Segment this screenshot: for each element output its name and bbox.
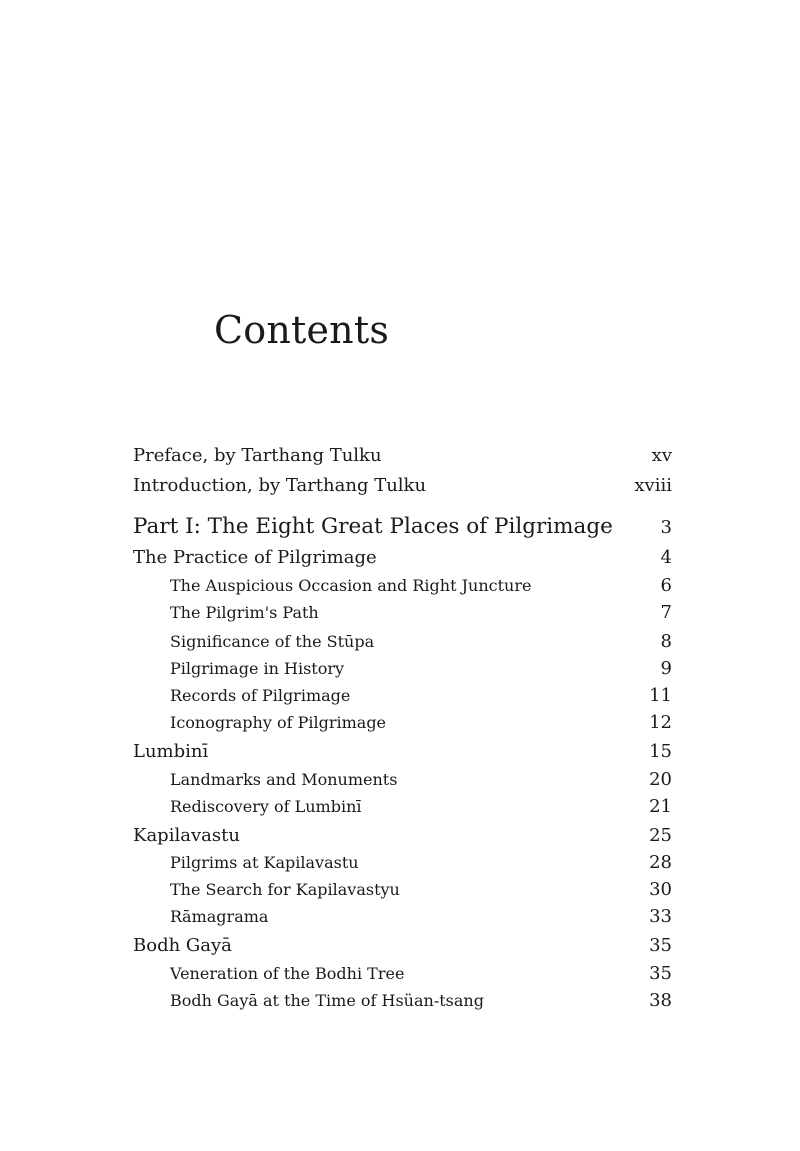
toc-entry-page: 21 xyxy=(649,796,672,817)
toc-entry-title: Part I: The Eight Great Places of Pilgrimage xyxy=(133,514,613,539)
toc-entry-page: 8 xyxy=(660,631,672,652)
toc-entry-title: Records of Pilgrimage xyxy=(170,686,351,705)
toc-entry-page: 7 xyxy=(660,602,672,623)
toc-entry-search-for-kapilavastyu[interactable] xyxy=(133,879,672,900)
toc-entry-page: 3 xyxy=(660,517,672,538)
table-of-contents xyxy=(133,0,672,1151)
toc-entry-auspicious-occasion[interactable] xyxy=(133,575,672,596)
toc-entry-page: 9 xyxy=(660,658,672,679)
toc-entry-veneration-of-bodhi-tree[interactable] xyxy=(133,963,672,984)
toc-entry-title: Iconography of Pilgrimage xyxy=(170,713,387,732)
toc-entry-page: 33 xyxy=(649,906,672,927)
toc-entry-title: Pilgrims at Kapilavastu xyxy=(170,853,359,872)
toc-entry-rediscovery-of-lumbini[interactable] xyxy=(133,796,672,817)
toc-entry-title: Introduction, by Tarthang Tulku xyxy=(133,475,427,496)
toc-entry-page: 4 xyxy=(660,547,672,568)
toc-entry-page: 6 xyxy=(660,575,672,596)
toc-entry-title: Landmarks and Monuments xyxy=(170,770,398,789)
toc-entry-pilgrims-path[interactable] xyxy=(133,602,672,623)
toc-entry-bodh-gaya-hsuan-tsang[interactable] xyxy=(133,990,672,1011)
toc-entry-page: 12 xyxy=(649,712,672,733)
toc-entry-title: Rāmagrama xyxy=(170,907,269,926)
toc-entry-landmarks-and-monuments[interactable] xyxy=(133,769,672,790)
toc-entry-title: Rediscovery of Lumbinī xyxy=(170,797,362,816)
toc-entry-page: 25 xyxy=(649,825,672,846)
toc-entry-pilgrimage-in-history[interactable] xyxy=(133,658,672,679)
toc-entry-ramagrama[interactable] xyxy=(133,906,672,927)
toc-entry-title: Veneration of the Bodhi Tree xyxy=(170,964,405,983)
toc-entry-title: Pilgrimage in History xyxy=(170,659,345,678)
toc-entry-title: Preface, by Tarthang Tulku xyxy=(133,445,382,466)
toc-entry-title: Significance of the Stūpa xyxy=(170,632,375,651)
toc-entry-significance-of-stupa[interactable] xyxy=(133,631,672,652)
toc-entry-page: 30 xyxy=(649,879,672,900)
toc-entry-bodh-gaya[interactable] xyxy=(133,935,672,956)
toc-entry-page: 20 xyxy=(649,769,672,790)
toc-entry-title: The Practice of Pilgrimage xyxy=(133,547,377,568)
toc-entry-page: 35 xyxy=(649,963,672,984)
toc-entry-preface[interactable] xyxy=(133,445,672,466)
toc-entry-title: The Pilgrim's Path xyxy=(170,603,319,622)
toc-entry-title: Kapilavastu xyxy=(133,825,240,846)
toc-entry-introduction[interactable] xyxy=(133,475,672,496)
toc-entry-kapilavastu[interactable] xyxy=(133,825,672,846)
toc-entry-title: The Search for Kapilavastyu xyxy=(170,880,400,899)
toc-entry-page: 38 xyxy=(649,990,672,1011)
page-title: Contents xyxy=(214,308,390,352)
toc-entry-title: Bodh Gayā xyxy=(133,935,232,956)
toc-entry-title: The Auspicious Occasion and Right Juncture xyxy=(170,576,532,595)
toc-entry-part-1[interactable] xyxy=(133,514,672,539)
toc-entry-page: 35 xyxy=(649,935,672,956)
toc-entry-page: 15 xyxy=(649,741,672,762)
toc-entry-lumbini[interactable] xyxy=(133,741,672,762)
toc-entry-page: 28 xyxy=(649,852,672,873)
toc-entry-records-of-pilgrimage[interactable] xyxy=(133,685,672,706)
toc-entry-iconography-of-pilgrimage[interactable] xyxy=(133,712,672,733)
toc-entry-pilgrims-at-kapilavastu[interactable] xyxy=(133,852,672,873)
toc-entry-title: Bodh Gayā at the Time of Hsüan-tsang xyxy=(170,991,484,1010)
toc-entry-title: Lumbinī xyxy=(133,741,209,762)
toc-entry-page: 11 xyxy=(649,685,672,706)
toc-entry-practice-of-pilgrimage[interactable] xyxy=(133,547,672,568)
toc-entry-page: xviii xyxy=(634,475,672,496)
toc-entry-page: xv xyxy=(651,445,672,466)
